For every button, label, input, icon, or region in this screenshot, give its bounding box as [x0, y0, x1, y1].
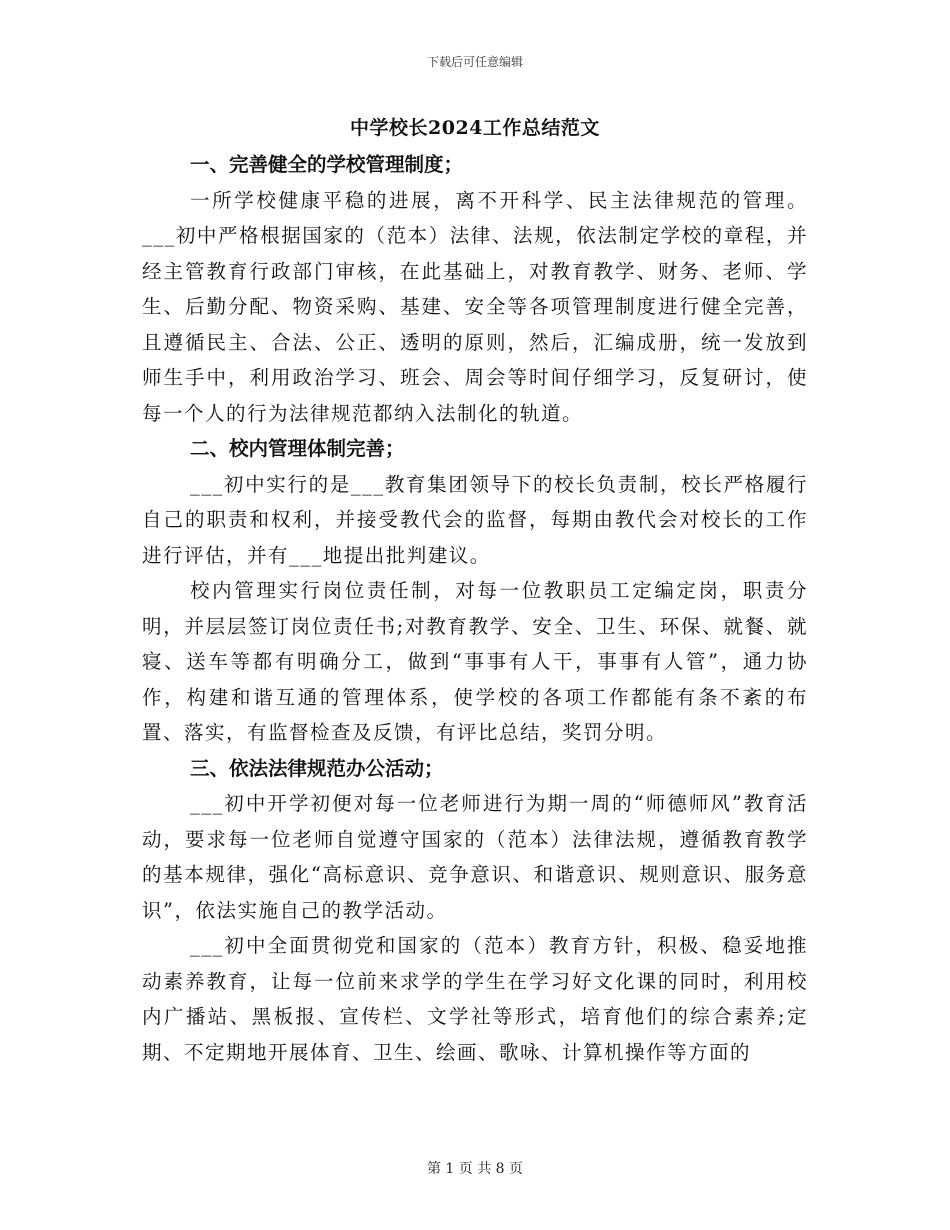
section-heading-3: 三、依法法律规范办公活动； [190, 756, 444, 780]
page-footer: 第 1 页 共 8 页 [426, 1161, 524, 1177]
section-2-paragraph-2: 校内管理实行岗位责任制，对每一位教职员工定编定岗，职责分明，并层层签订岗位责任书;对教育教学、安全、卫生、环保、就餐、就寝、送车等都有明确分工，做到“事事有人干，事事有人管”，通力协作，构建和谐互通的管理体系，使学校的各项工作都能有条不紊的布置、落实，有监督检查及反馈，有评比总结，奖罚分明。 [142, 579, 808, 744]
section-heading-1: 一、完善健全的学校管理制度； [190, 153, 464, 176]
page-header: 下载后可任意编辑 [426, 55, 523, 69]
section-3-paragraph-2: ___初中全面贯彻党和国家的（范本）教育方针，积极、稳妥地推动素养教育，让每一位前来求学的学生在学习好文化课的同时，利用校内广播站、黑板报、宣传栏、文学社等形式，培育他们的综合素养;定期、不定期地开展体育、卫生、绘画、歌咏、计算机操作等方面的 [142, 934, 808, 1064]
section-heading-2: 二、校内管理体制完善； [190, 437, 405, 460]
section-2-paragraph-1: ___初中实行的是___教育集团领导下的校长负责制，校长严格履行自己的职责和权利，并接受教代会的监督，每期由教代会对校长的工作进行评估，并有___地提出批判建议。 [142, 472, 808, 567]
document-title: 中学校长2024工作总结范文 [350, 117, 600, 139]
document-body [142, 147, 808, 1070]
section-1-paragraph-1: 一所学校健康平稳的进展，离不开科学、民主法律规范的管理。___初中严格根据国家的（范本）法律、法规，依法制定学校的章程，并经主管教育行政部门审核，在此基础上，对教育教学、财务、老师、学生、后勤分配、物资采购、基建、安全等各项管理制度进行健全完善，且遵循民主、合法、公正、透明的原则，然后，汇编成册，统一发放到师生手中，利用政治学习、班会、周会等时间仔细学习，反复研讨，使每一个人的行为法律规范都纳入法制化的轨道。 [142, 188, 808, 425]
section-3-paragraph-1: ___初中开学初便对每一位老师进行为期一周的“师德师风”教育活动，要求每一位老师自觉遵守国家的（范本）法律法规，遵循教育教学的基本规律，强化“高标意识、竞争意识、和谐意识、规则意识、服务意识”，依法实施自己的教学活动。 [142, 792, 808, 922]
